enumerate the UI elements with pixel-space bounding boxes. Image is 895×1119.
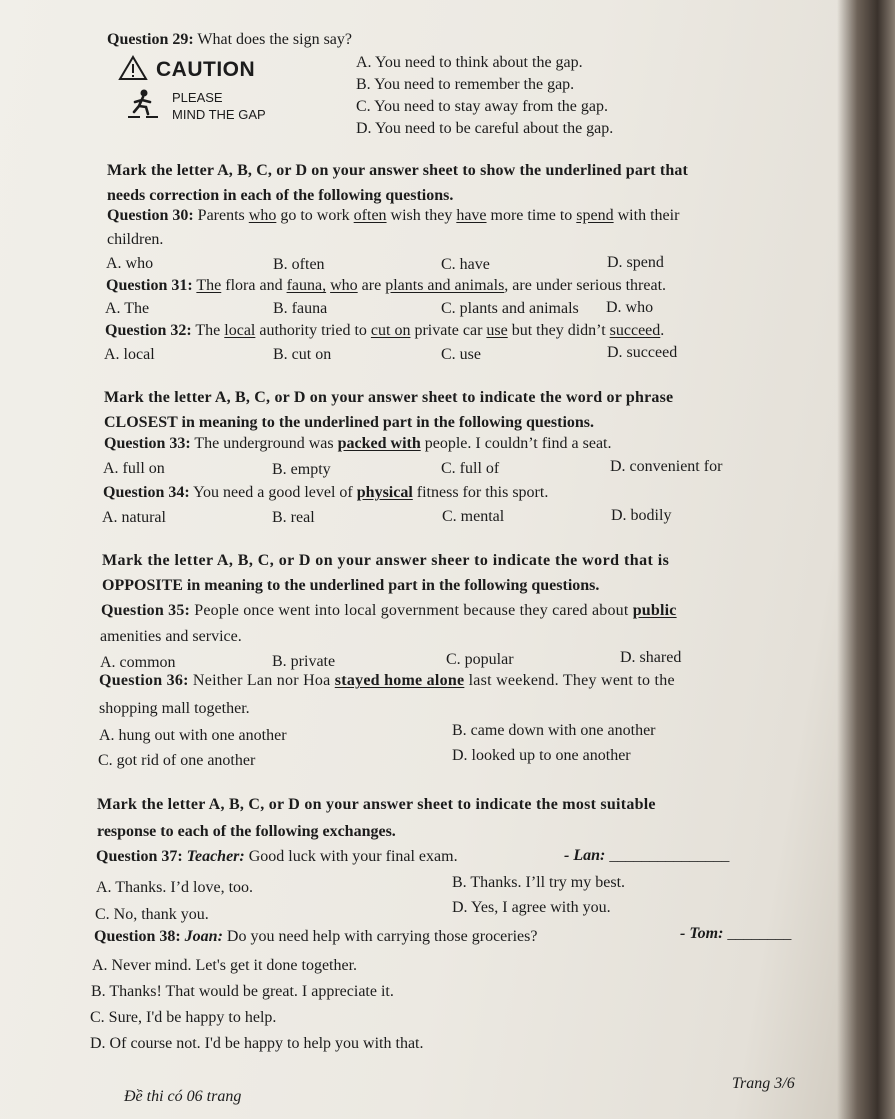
q38-option-b: B. Thanks! That would be great. I appreciate it.	[91, 983, 394, 1000]
q29-option-d: D. You need to be careful about the gap.	[356, 120, 614, 137]
question-35: Question 35: People once went into local government because they cared about public	[101, 602, 677, 619]
question-31: Question 31: The flora and fauna, who are plants and animals, are under serious threat.	[106, 277, 667, 294]
q35-option-d: D. shared	[620, 649, 682, 666]
sign-please: PLEASE	[172, 90, 223, 105]
q37-reply-prompt: - Lan: _______________	[564, 847, 730, 864]
q36-option-a: A. hung out with one another	[99, 727, 287, 744]
q38-option-a: A. Never mind. Let's get it done together.	[92, 957, 358, 974]
q29-option-c: C. You need to stay away from the gap.	[356, 98, 608, 115]
q34-option-a: A. natural	[102, 509, 166, 526]
q29-option-a: A. You need to think about the gap.	[356, 54, 583, 71]
q33-option-b: B. empty	[272, 461, 331, 478]
page-edge-shadow	[837, 0, 895, 1119]
q30-option-d: D. spend	[607, 254, 664, 271]
section-3-line-2: OPPOSITE in meaning to the underlined part in the following questions.	[102, 577, 600, 594]
q32-option-b: B. cut on	[273, 346, 332, 363]
q32-option-d: D. succeed	[607, 344, 678, 361]
q30-option-b: B. often	[273, 256, 325, 273]
question-34: Question 34: You need a good level of physical fitness for this sport.	[103, 484, 549, 501]
q38-reply-prompt: - Tom: ________	[680, 925, 792, 942]
q35-option-b: B. private	[272, 653, 336, 670]
q31-option-a: A. The	[105, 300, 150, 317]
q33-option-a: A. full on	[103, 460, 165, 477]
question-30: Question 30: Parents who go to work often wish they have more time to spend with their	[107, 207, 680, 224]
q37-option-a: A. Thanks. I’d love, too.	[96, 879, 254, 896]
q38-answer-blank: ________	[727, 925, 792, 942]
q29-option-b: B. You need to remember the gap.	[356, 76, 575, 93]
question-38: Question 38: Joan: Do you need help with carrying those groceries?	[94, 928, 538, 945]
q36-option-d: D. looked up to one another	[452, 747, 631, 764]
q31-option-b: B. fauna	[273, 300, 328, 317]
q30-option-c: C. have	[441, 256, 490, 273]
question-29: Question 29: What does the sign say?	[107, 31, 353, 48]
section-2-line-1: Mark the letter A, B, C, or D on your answer sheet to indicate the word or phrase	[104, 389, 674, 406]
footer-page-count: Đề thi có 06 trang	[124, 1088, 242, 1105]
q32-option-a: A. local	[104, 346, 155, 363]
question-30-line-2: children.	[107, 231, 164, 248]
question-33: Question 33: The underground was packed with people. I couldn’t find a seat.	[104, 435, 612, 452]
question-36: Question 36: Neither Lan nor Hoa stayed home alone last weekend. They went to the	[99, 672, 675, 689]
q38-option-d: D. Of course not. I'd be happy to help you with that.	[90, 1035, 424, 1052]
q36-option-b: B. came down with one another	[452, 722, 656, 739]
section-1-line-2: needs correction in each of the following questions.	[107, 187, 454, 204]
section-1-line-1: Mark the letter A, B, C, or D on your answer sheet to show the underlined part that	[107, 162, 689, 179]
q30-option-a: A. who	[106, 255, 154, 272]
q37-option-c: C. No, thank you.	[95, 906, 209, 923]
q35-option-a: A. common	[100, 654, 176, 671]
question-35-line-2: amenities and service.	[100, 628, 242, 645]
q34-option-d: D. bodily	[611, 507, 672, 524]
q37-answer-blank: _______________	[609, 847, 730, 864]
q37-option-b: B. Thanks. I’ll try my best.	[452, 874, 626, 891]
caution-sign	[112, 50, 292, 126]
q31-option-c: C. plants and animals	[441, 300, 579, 317]
section-2-line-2: CLOSEST in meaning to the underlined part in the following questions.	[104, 414, 595, 431]
q34-option-b: B. real	[272, 509, 315, 526]
sign-caution-label: CAUTION	[156, 58, 256, 81]
section-3-line-1: Mark the letter A, B, C, or D on your answer sheer to indicate the word that is	[102, 552, 670, 569]
q36-option-c: C. got rid of one another	[98, 752, 256, 769]
section-4-line-2: response to each of the following exchanges.	[97, 823, 396, 840]
q33-option-c: C. full of	[441, 460, 500, 477]
q32-option-c: C. use	[441, 346, 481, 363]
q38-option-c: C. Sure, I'd be happy to help.	[90, 1009, 277, 1026]
section-4-line-1: Mark the letter A, B, C, or D on your answer sheet to indicate the most suitable	[97, 796, 656, 813]
q35-option-c: C. popular	[446, 651, 514, 668]
warning-triangle-icon	[118, 55, 148, 86]
q37-option-d: D. Yes, I agree with you.	[452, 899, 611, 916]
person-stepping-gap-icon	[126, 88, 160, 127]
q34-option-c: C. mental	[442, 508, 505, 525]
question-37: Question 37: Teacher: Good luck with your final exam.	[96, 848, 458, 865]
q33-option-d: D. convenient for	[610, 458, 723, 475]
q31-option-d: D. who	[606, 299, 654, 316]
sign-mind-the-gap: MIND THE GAP	[172, 107, 266, 122]
question-36-line-2: shopping mall together.	[99, 700, 250, 717]
question-32: Question 32: The local authority tried to cut on private car use but they didn’t succeed.	[105, 322, 665, 339]
footer-page-number: Trang 3/6	[732, 1075, 795, 1092]
